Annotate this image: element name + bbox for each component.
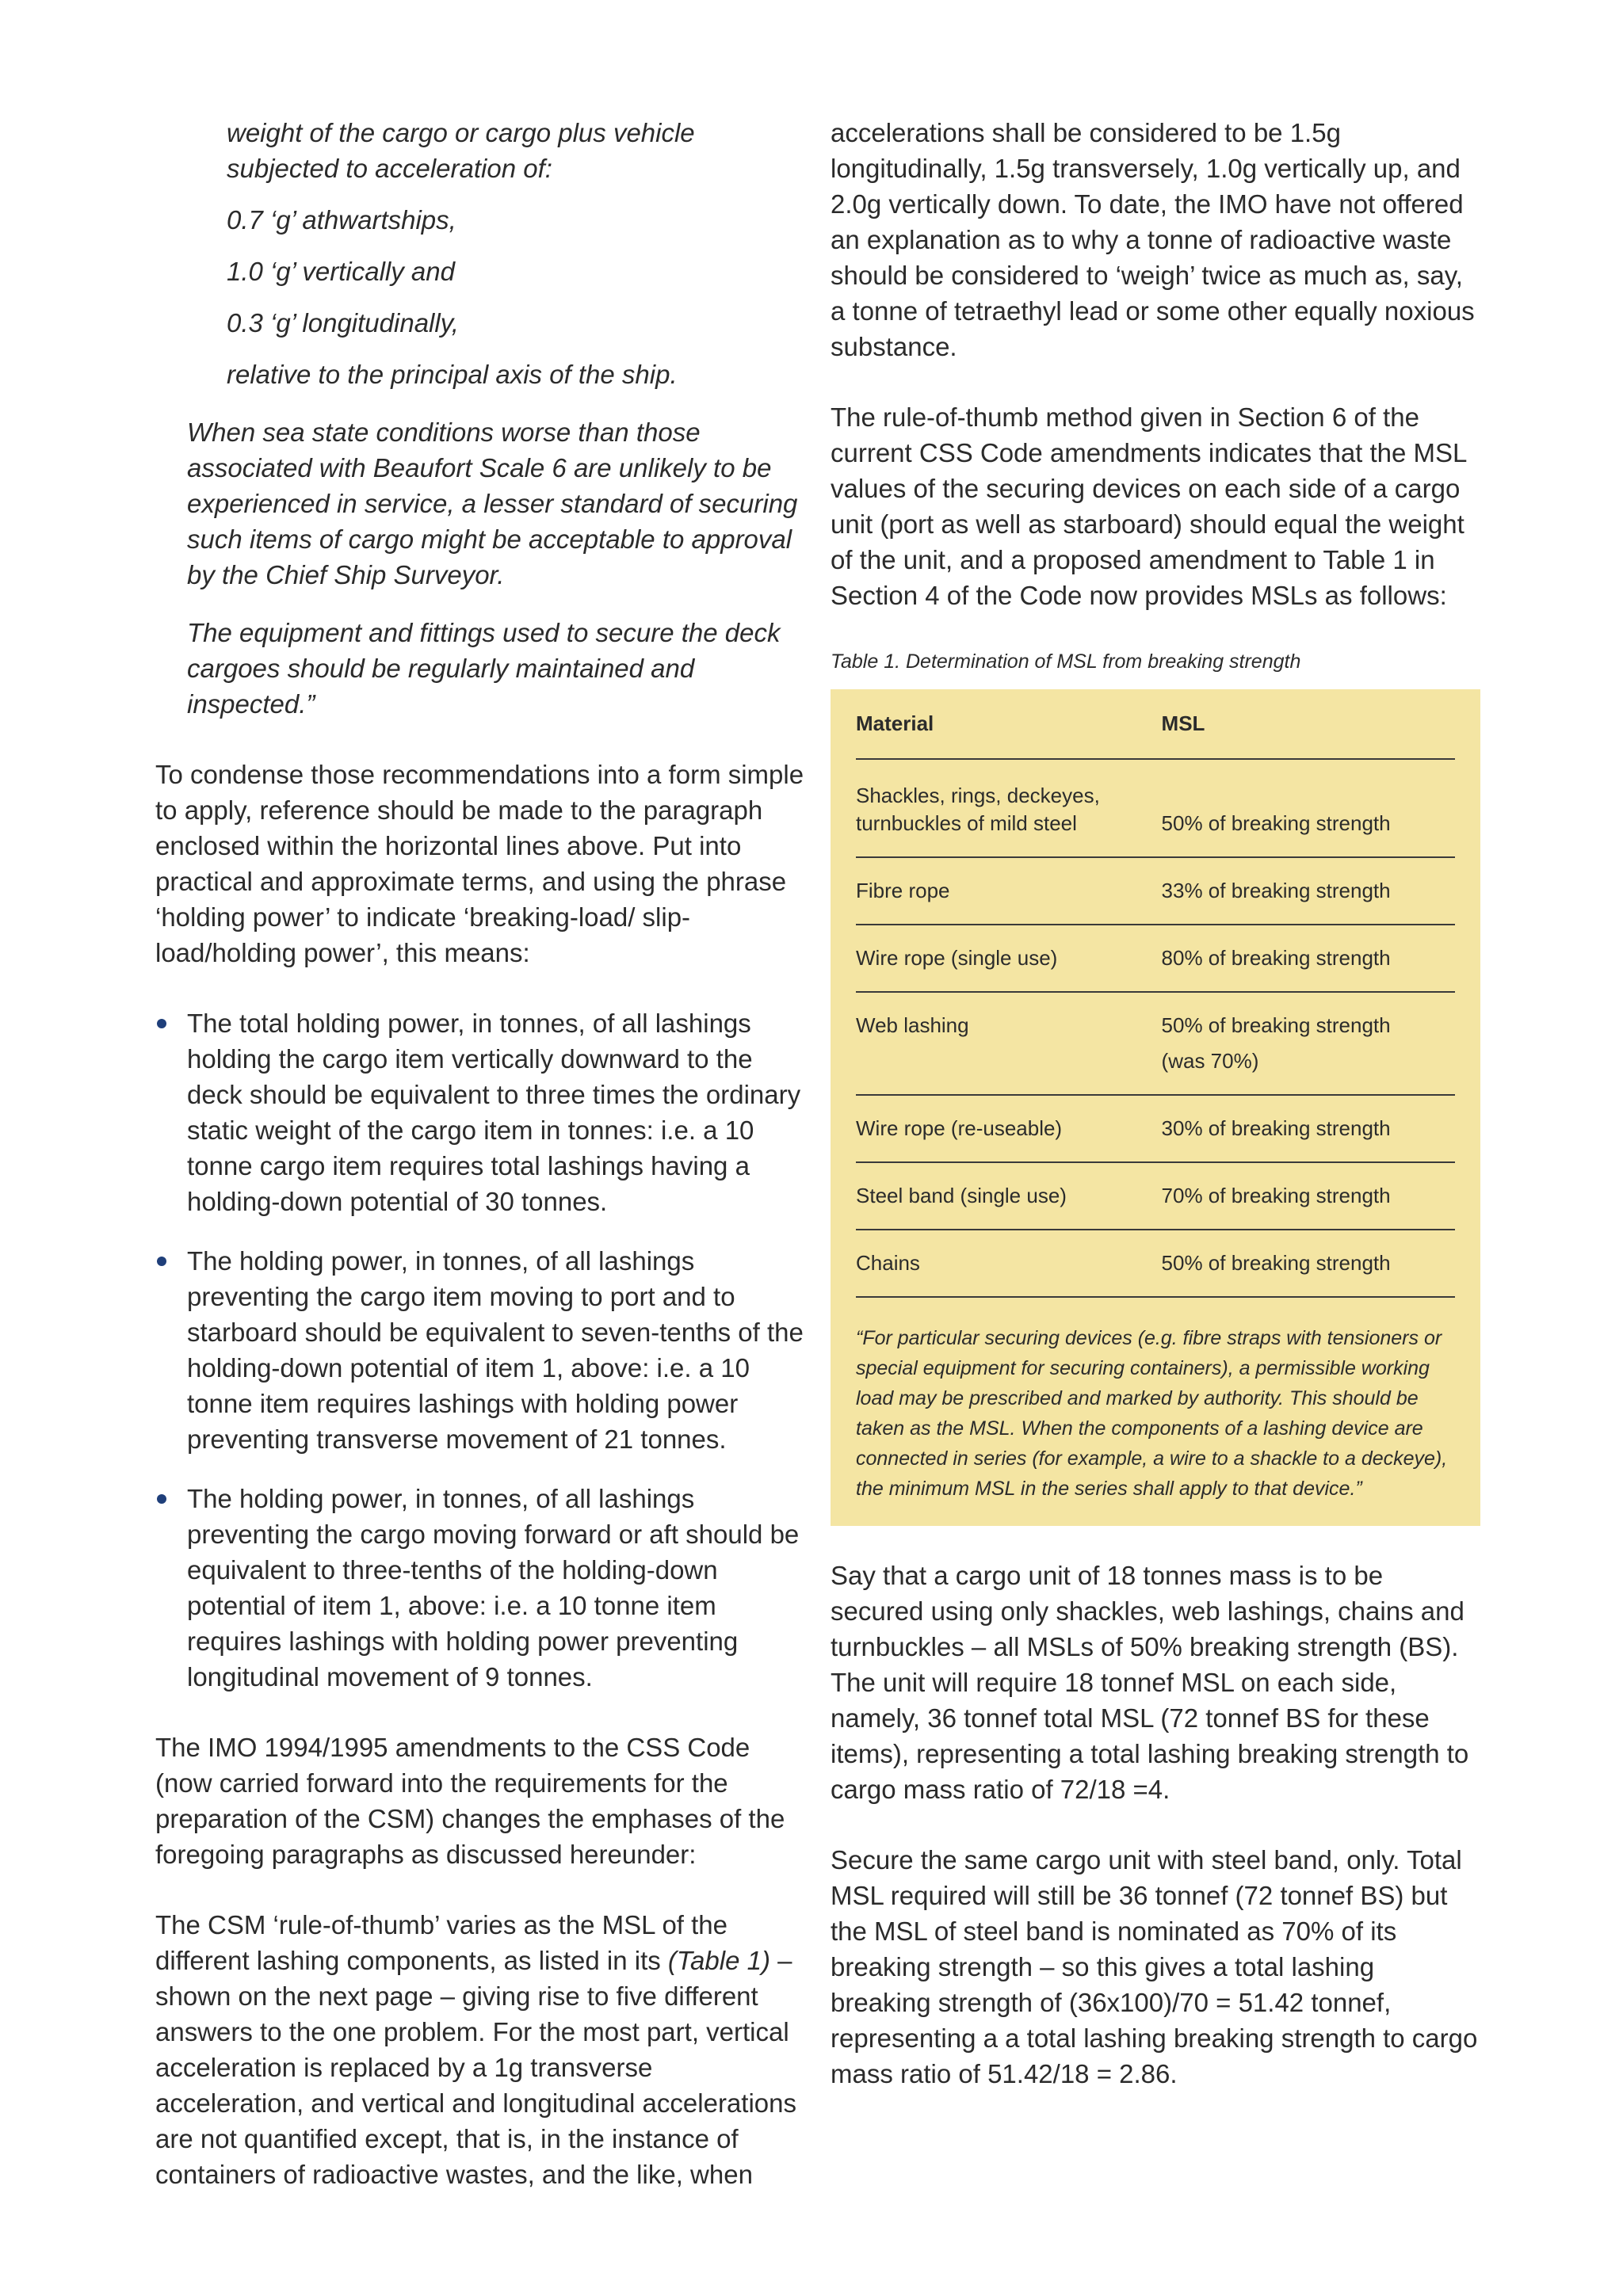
list-item-text: The total holding power, in tonnes, of all lashings holding the cargo item vertically downward to the deck should be equivalent to three times the ordinary static weight of the cargo item in tonnes: i.e. a 10 tonne cargo item requires total lashings having a holding-down potential of 30 tonnes. [187,1009,801,1216]
body-paragraph: Say that a cargo unit of 18 tonnes mass is to be secured using only shackles, web lashings, chains and turnbuckles – all MSLs of 50% breaking strength (BS). The unit will require 18 tonnef MSL on each side, namely, 36 tonnef total MSL (72 tonnef BS for these items), representing a total lashing breaking strength to cargo mass ratio of 72/18 =4. [831,1561,1469,1804]
cell-msl: 30% of breaking strength [1162,1095,1455,1162]
cell-msl-value: 50% of breaking strength [1161,1013,1391,1037]
table-row [856,1230,1455,1297]
quote-line: relative to the principal axis of the ship. [227,360,678,389]
table-row [856,925,1455,992]
cell-msl: 80% of breaking strength [1162,925,1455,992]
body-paragraph: To condense those recommendations into a form simple to apply, reference should be made to the paragraph enclosed within the horizontal lines above. Put into practical and approximate terms, and using the phrase ‘holding power’ to indicate ‘breaking-load/ slip-load/holding power’, this means: [155,760,804,967]
body-text: The CSM ‘rule-of-thumb’ varies as the MSL of the different lashing components, as listed in its [155,1910,728,1975]
quote-paragraph: When sea state conditions worse than those associated with Beaufort Scale 6 are unlikely to be experienced in service, a lesser standard of securing such items of cargo might be acceptable to approval by the Chief Ship Surveyor. [187,418,798,589]
bullet-icon [157,1494,166,1504]
table-header-row [856,708,1455,759]
quote-line: 1.0 ‘g’ vertically and [227,257,455,286]
body-paragraph: The rule-of-thumb method given in Section 6 of the current CSS Code amendments indicates that the MSL values of the securing devices on each side of a cargo unit (port as well as starboard) should equal the weight of the unit, and a proposed amendment to Table 1 in Section 4 of the Code now provides MSLs as follows: [831,402,1467,610]
quote-paragraph: The equipment and fittings used to secure the deck cargoes should be regularly maintained and inspected.” [187,618,781,719]
msl-table [856,708,1455,1298]
cell-material: Chains [856,1230,1162,1297]
list-item-text: The holding power, in tonnes, of all lashings preventing the cargo moving forward or aft should be equivalent to three-tenths of the holding-down potential of item 1, above: i.e. a 10 tonne item requires lashings with holding power preventing longitudinal movement of 9 tonnes. [187,1484,800,1691]
quote-line: 0.7 ‘g’ athwartships, [227,205,456,235]
body-paragraph [155,1907,805,2192]
cell-msl: 33% of breaking strength [1162,857,1455,925]
cell-material: Wire rope (single use) [856,925,1162,992]
body-text: – shown on the next page – giving rise to five different answers to the one problem. For the most part, vertical acceleration is replaced by a 1g transverse acceleration, and vertical and longitudinal accelerations are not quantified except, that is, in the instance of containers of radioactive wastes, and the like, when [155,1946,796,2189]
quote-line: weight of the cargo or cargo plus vehicle subjected to acceleration of: [227,118,695,183]
left-column [155,115,805,2192]
cell-msl [1162,992,1455,1095]
list-item-text: The holding power, in tonnes, of all lashings preventing the cargo item moving to port and to starboard should be equivalent to seven-tenths of the holding-down potential of item 1, above: i.e. a 10 tonne item requires lashings with holding power preventing transverse movement of 21 tonnes. [187,1246,804,1454]
cell-material: Web lashing [856,992,1162,1095]
cell-msl: 50% of breaking strength [1162,1230,1455,1297]
table-row [856,992,1455,1095]
msl-table-box [831,689,1480,1526]
bullet-list [155,1005,805,1695]
table-row [856,857,1455,925]
body-paragraph: Secure the same cargo unit with steel band, only. Total MSL required will still be 36 tonnef (72 tonnef BS) but the MSL of steel band is nominated as 70% of its breaking strength – so this gives a total lashing breaking strength of (36x100)/70 = 51.42 tonnef, representing a a total lashing breaking strength to cargo mass ratio of 51.42/18 = 2.86. [831,1845,1478,2088]
column-header-material: Material [856,708,1162,759]
table-caption: Table 1. Determination of MSL from breaking strength [831,650,1301,673]
cell-msl: 50% of breaking strength [1162,759,1455,857]
table-row [856,1095,1455,1162]
cell-material: Steel band (single use) [856,1162,1162,1230]
bullet-icon [157,1019,166,1028]
body-paragraph: The IMO 1994/1995 amendments to the CSS Code (now carried forward into the requirements for the preparation of the CSM) changes the emphases of the foregoing paragraphs as discussed hereunder: [155,1733,785,1869]
cell-msl-note: (was 70%) [1161,1049,1259,1073]
bullet-icon [157,1257,166,1266]
list-item [155,1005,805,1219]
list-item [155,1243,805,1457]
list-item [155,1481,805,1695]
cell-material: Fibre rope [856,857,1162,925]
table-row [856,1162,1455,1230]
cell-material: Wire rope (re-useable) [856,1095,1162,1162]
body-paragraph: accelerations shall be considered to be 1.5g longitudinally, 1.5g transversely, 1.0g vertically up, and 2.0g vertically down. To date, the IMO have not offered an explanation as to why a tonne of radioactive waste should be considered to ‘weigh’ twice as much as, say, a tonne of tetraethyl lead or some other equally noxious substance. [831,118,1475,361]
table-row [856,759,1455,857]
cell-msl: 70% of breaking strength [1162,1162,1455,1230]
right-column [831,115,1480,2092]
cell-material: Shackles, rings, deckeyes, turnbuckles of mild steel [856,759,1162,857]
column-header-msl: MSL [1162,708,1455,759]
table-footnote: “For particular securing devices (e.g. fibre straps with tensioners or special equipment for securing containers), a permissible working load may be prescribed and marked by authority. This should be taken as the MSL. When the components of a lashing device are connected in series (for example, a wire to a shackle to a deckeye), the minimum MSL in the series shall apply to that device.” [856,1327,1448,1500]
quote-line: 0.3 ‘g’ longitudinally, [227,308,459,338]
table-reference: (Table 1) [667,1946,770,1975]
